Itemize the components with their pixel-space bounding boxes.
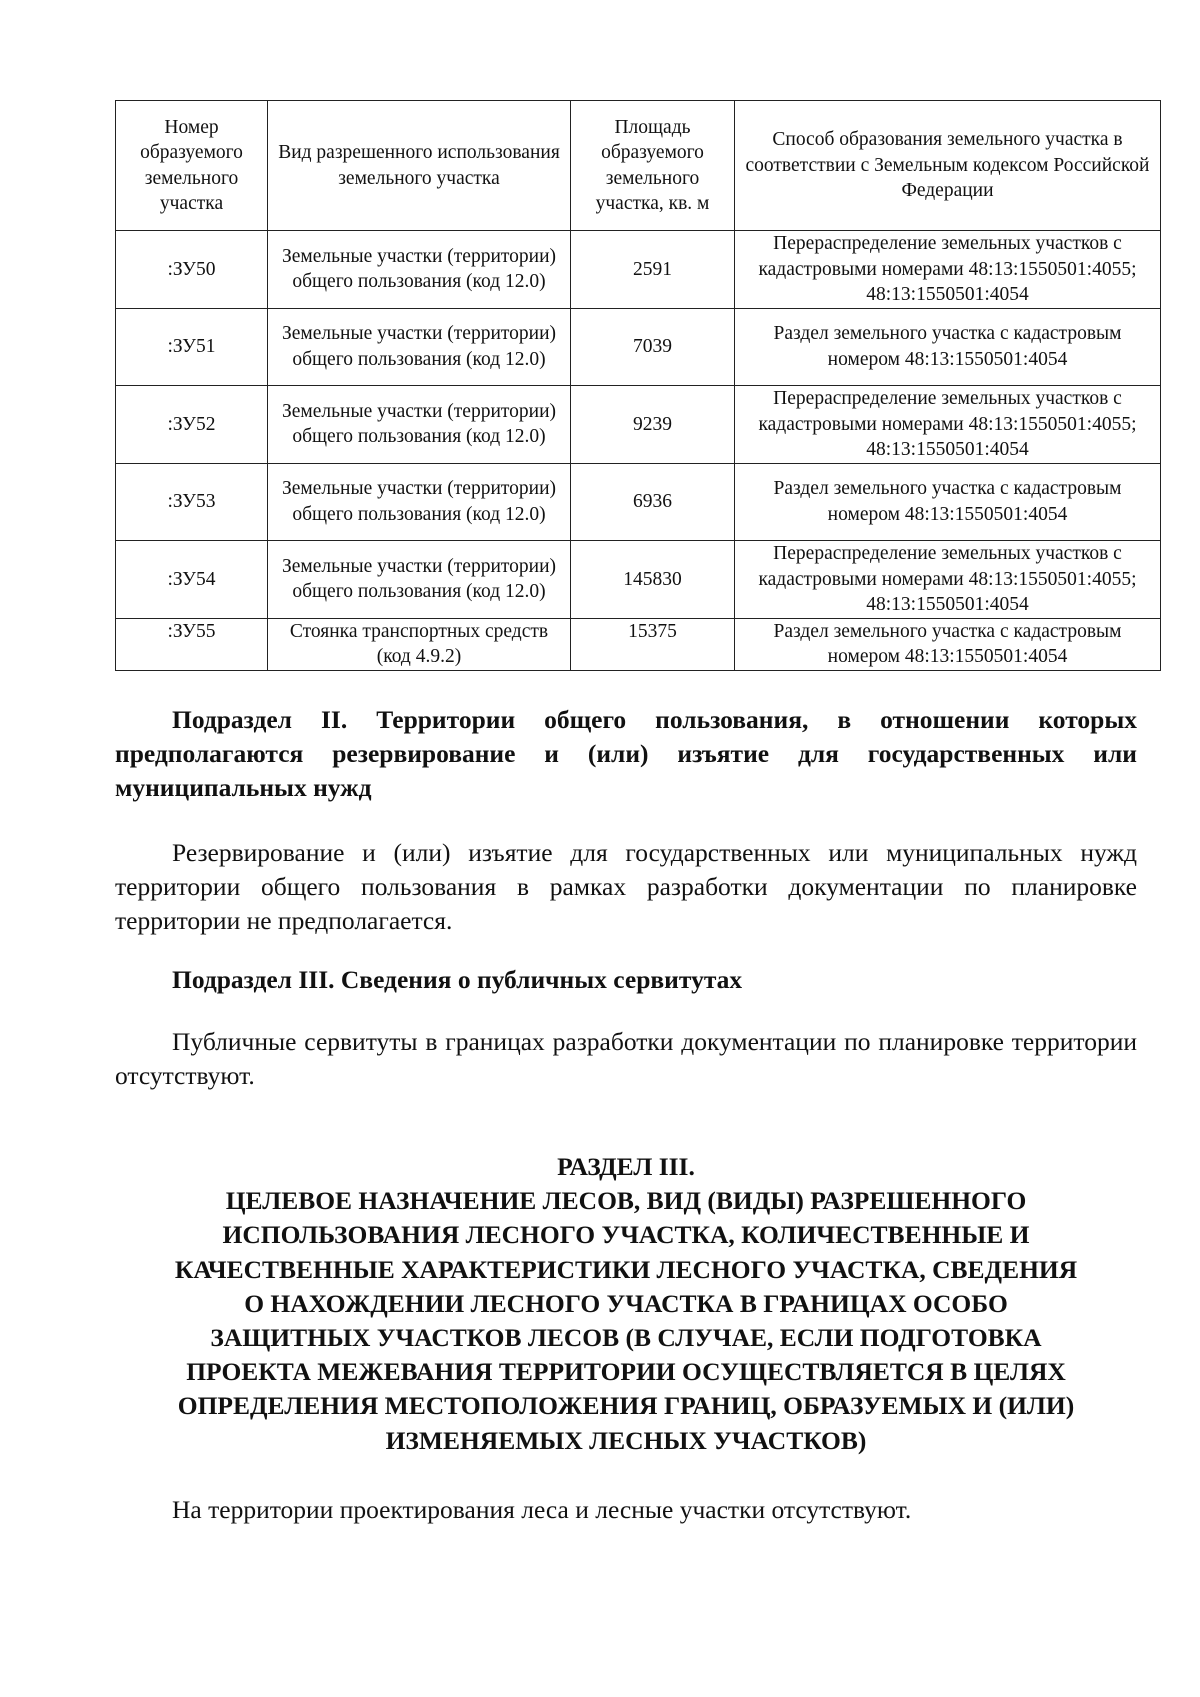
header-plot-number: Номер образуемого земельного участка — [116, 101, 268, 231]
cell-formation-method: Раздел земельного участка с кадастровым номером 48:13:1550501:4054 — [735, 618, 1161, 670]
section-heading-line: КАЧЕСТВЕННЫЕ ХАРАКТЕРИСТИКИ ЛЕСНОГО УЧАСТКА, СВЕДЕНИЯ — [174, 1254, 1078, 1284]
section-3-heading — [115, 1150, 1137, 1458]
table-row — [116, 386, 1161, 464]
subsection-2-heading: Подраздел II. Территории общего пользования, в отношении которых предполагаются резервирование и (или) изъятие для государственных или муниципальных нужд — [115, 705, 1137, 802]
cell-permitted-use: Земельные участки (территории) общего пользования (код 12.0) — [268, 386, 571, 464]
cell-plot-number: :ЗУ51 — [116, 308, 268, 386]
header-formation-method: Способ образования земельного участка в соответствии с Земельным кодексом Российской Федерации — [735, 101, 1161, 231]
cell-area: 145830 — [571, 541, 735, 619]
section-heading-line: ОПРЕДЕЛЕНИЯ МЕСТОПОЛОЖЕНИЯ ГРАНИЦ, ОБРАЗУЕМЫХ И (ИЛИ) — [177, 1391, 1075, 1421]
cell-permitted-use: Земельные участки (территории) общего пользования (код 12.0) — [268, 231, 571, 309]
cell-area: 15375 — [571, 618, 735, 670]
section-heading-line: ИЗМЕНЯЕМЫХ ЛЕСНЫХ УЧАСТКОВ) — [385, 1425, 867, 1455]
table-row — [116, 308, 1161, 386]
table-row — [116, 231, 1161, 309]
table-row — [116, 463, 1161, 541]
section-3-text: На территории проектирования леса и лесные участки отсутствуют. — [172, 1495, 912, 1524]
cell-formation-method: Раздел земельного участка с кадастровым номером 48:13:1550501:4054 — [735, 308, 1161, 386]
cell-formation-method: Перераспределение земельных участков с кадастровыми номерами 48:13:1550501:4055; 48:13:1550501:4054 — [735, 386, 1161, 464]
section-heading-line: ЦЕЛЕВОЕ НАЗНАЧЕНИЕ ЛЕСОВ, ВИД (ВИДЫ) РАЗРЕШЕННОГО — [225, 1186, 1027, 1216]
header-area: Площадь образуемого земельного участка, кв. м — [571, 101, 735, 231]
subsection-3-text: Публичные сервитуты в границах разработки документации по планировке территории отсутствуют. — [115, 1027, 1137, 1090]
cell-area: 6936 — [571, 463, 735, 541]
cell-area: 9239 — [571, 386, 735, 464]
land-plots-table — [115, 100, 1161, 671]
table-row — [116, 541, 1161, 619]
cell-plot-number: :ЗУ53 — [116, 463, 268, 541]
section-heading-line: РАЗДЕЛ III. — [557, 1152, 695, 1181]
cell-permitted-use: Земельные участки (территории) общего пользования (код 12.0) — [268, 541, 571, 619]
subsection-2-text: Резервирование и (или) изъятие для государственных или муниципальных нужд территории общего пользования в рамках разработки документации по планировке территории не предполагается. — [115, 838, 1137, 935]
table-row — [116, 618, 1161, 670]
header-permitted-use: Вид разрешенного использования земельного участка — [268, 101, 571, 231]
cell-formation-method: Перераспределение земельных участков с кадастровыми номерами 48:13:1550501:4055; 48:13:1550501:4054 — [735, 541, 1161, 619]
subsection-3-heading: Подраздел III. Сведения о публичных сервитутах — [172, 965, 743, 994]
cell-plot-number: :ЗУ52 — [116, 386, 268, 464]
cell-plot-number: :ЗУ50 — [116, 231, 268, 309]
cell-plot-number: :ЗУ54 — [116, 541, 268, 619]
cell-formation-method: Перераспределение земельных участков с кадастровыми номерами 48:13:1550501:4055; 48:13:1550501:4054 — [735, 231, 1161, 309]
cell-plot-number: :ЗУ55 — [116, 618, 268, 670]
cell-permitted-use: Земельные участки (территории) общего пользования (код 12.0) — [268, 463, 571, 541]
cell-area: 7039 — [571, 308, 735, 386]
cell-area: 2591 — [571, 231, 735, 309]
cell-formation-method: Раздел земельного участка с кадастровым номером 48:13:1550501:4054 — [735, 463, 1161, 541]
cell-permitted-use: Стоянка транспортных средств (код 4.9.2) — [268, 618, 571, 670]
cell-permitted-use: Земельные участки (территории) общего пользования (код 12.0) — [268, 308, 571, 386]
table-header-row — [116, 101, 1161, 231]
section-heading-line: ИСПОЛЬЗОВАНИЯ ЛЕСНОГО УЧАСТКА, КОЛИЧЕСТВЕННЫЕ И — [222, 1220, 1030, 1250]
section-heading-line: О НАХОЖДЕНИИ ЛЕСНОГО УЧАСТКА В ГРАНИЦАХ ОСОБО — [244, 1288, 1008, 1318]
section-heading-line: ЗАЩИТНЫХ УЧАСТКОВ ЛЕСОВ (В СЛУЧАЕ, ЕСЛИ ПОДГОТОВКА — [210, 1323, 1042, 1353]
section-heading-line: ПРОЕКТА МЕЖЕВАНИЯ ТЕРРИТОРИИ ОСУЩЕСТВЛЯЕТСЯ В ЦЕЛЯХ — [186, 1357, 1066, 1387]
